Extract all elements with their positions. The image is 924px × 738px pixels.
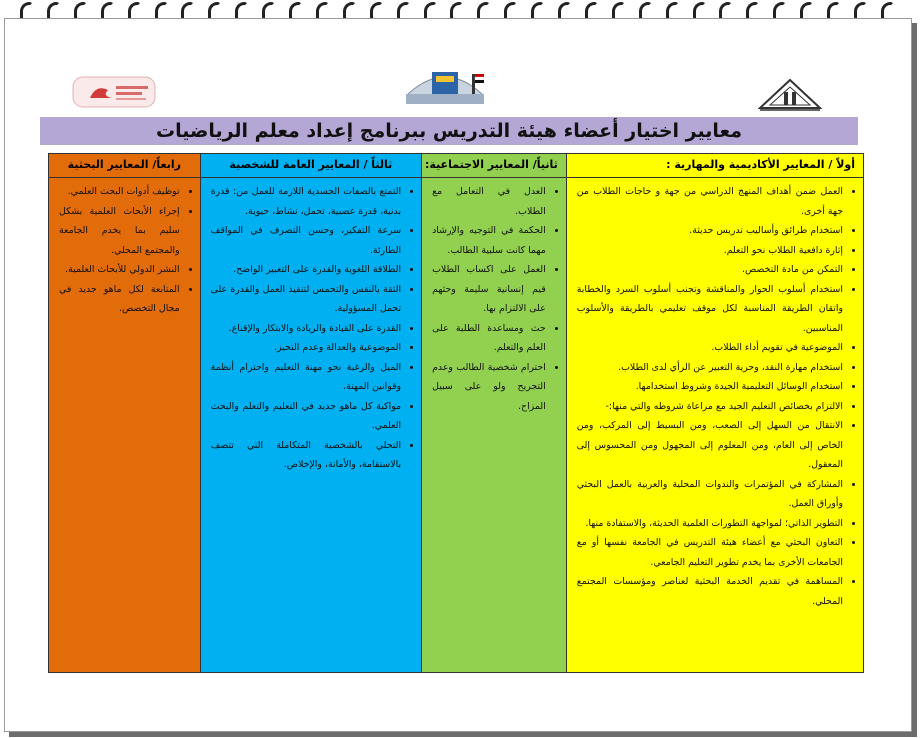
list-item: • إثارة دافعية الطلاب نحو التعلم.: [577, 241, 843, 261]
column-heading: ثانياً/ المعايير الاجتماعية:: [422, 154, 566, 178]
criteria-list: [567, 182, 863, 611]
list-item: • الموضوعية في تقويم أداء الطلاب.: [577, 338, 843, 358]
list-item: • النشر الدولي للأبحاث العلمية.: [59, 260, 180, 280]
list-item: • التطوير الذاتي؛ لمواجهة التطورات العلمية الحديثة، والاستفادة منها.: [577, 514, 843, 534]
column-heading: أولاً / المعايير الأكاديمية والمهارية :: [567, 154, 863, 178]
academic-criteria-column: [566, 154, 863, 672]
column-heading: رابعاً/ المعايير البحثية: [49, 154, 200, 178]
list-item: • التعاون البحثي مع أعضاء هيئة التدريس في الجامعة نفسها أو مع الجامعات الأخرى بما يخدم تطوير التعليم الجامعي.: [577, 533, 843, 572]
list-item: • استخدام طرائق وأساليب تدريس حديثة.: [577, 221, 843, 241]
list-item: • توظيف أدوات البحث العلمي.: [59, 182, 180, 202]
list-item: • القدرة على القيادة والريادة والابتكار والإقناع.: [211, 319, 401, 339]
list-item: • الميل والرغبة نحو مهنة التعليم واحترام أنظمة وقوانين المهنة.: [211, 358, 401, 397]
list-item: • الثقة بالنفس والتحمس لتنفيذ العمل والقدرة على تحمل المسؤولية.: [211, 280, 401, 319]
list-item: • مواكبة كل ماهو جديد في التعليم والتعلم والبحث العلمي.: [211, 397, 401, 436]
research-criteria-column: [49, 154, 200, 672]
list-item: • استخدام الوسائل التعليمية الجيدة وشروط استخدامها.: [577, 377, 843, 397]
list-item: • التمكن من مادة التخصص.: [577, 260, 843, 280]
list-item: • العمل ضمن أهداف المنهج الدراسي من جهة و حاجات الطلاب من جهة أخرى.: [577, 182, 843, 221]
list-item: • إجراء الأبحاث العلمية بشكل سليم بما يخدم الجامعة والمجتمع المحلي.: [59, 202, 180, 261]
list-item: • استخدام مهارة النقد، وحرية التعبير عن الرأي لدى الطلاب.: [577, 358, 843, 378]
list-item: • استخدام أسلوب الحوار والمناقشة وتجنب أسلوب السرد والخطابة واتقان الطريقة المناسبة لكل موقف تعليمي بالطريقة والأسلوب المناسبين.: [577, 280, 843, 339]
criteria-table: [48, 153, 864, 673]
criteria-list: [49, 182, 200, 319]
list-item: • المشاركة في المؤتمرات والندوات المحلية والعربية بالعمل البحثي وأوراق العمل.: [577, 475, 843, 514]
list-item: • حث ومساعدة الطلبة على العلم والتعلم.: [432, 319, 546, 358]
page-title: معايير اختيار أعضاء هيئة التدريس ببرنامج إعداد معلم الرياضيات: [40, 117, 858, 145]
social-criteria-column: [421, 154, 566, 672]
program-logo: [72, 76, 156, 108]
criteria-list: [422, 182, 566, 416]
list-item: • الالتزام بخصائص التعليم الجيد مع مراعاة شروطه والتي منها:-: [577, 397, 843, 417]
list-item: • سرعة التفكير، وحسن التصرف في المواقف الطارئة.: [211, 221, 401, 260]
list-item: • المتابعة لكل ماهو جديد في مجال التخصص.: [59, 280, 180, 319]
list-item: • المساهمة في تقديم الخدمة البحثية لعناصر ومؤسسات المجتمع المحلي.: [577, 572, 843, 611]
personal-criteria-column: [200, 154, 421, 672]
list-item: • العدل في التعامل مع الطلاب.: [432, 182, 546, 221]
list-item: • احترام شخصية الطالب وعدم التجريح ولو على سبيل المزاح.: [432, 358, 546, 417]
list-item: • العمل على اكساب الطلاب قيم إنسانية سليمة وحثهم على الالتزام بها.: [432, 260, 546, 319]
list-item: • الطلاقة اللغوية والقدرة على التعبير الواضح.: [211, 260, 401, 280]
university-logo: [758, 78, 822, 112]
list-item: • الانتقال من السهل إلى الصعب، ومن البسيط إلى المركب، ومن الخاص إلى العام، ومن المعلوم إلى المجهول ومن المحسوس إلى المعقول.: [577, 416, 843, 475]
faculty-logo: [402, 64, 488, 108]
list-item: • الحكمة في التوجيه والإرشاد مهما كانت سلبية الطالب.: [432, 221, 546, 260]
criteria-list: [201, 182, 421, 475]
list-item: • الموضوعية والعدالة وعدم التحيز.: [211, 338, 401, 358]
list-item: • التحلي بالشخصية المتكاملة التي تتصف بالاستقامة، والأمانة، والإخلاص.: [211, 436, 401, 475]
column-heading: ثالثاً / المعايير العامة للشخصية: [201, 154, 421, 178]
list-item: • التمتع بالصفات الجسدية اللازمة للعمل من: قدرة بدنية، قدرة عصبية، تحمل، نشاط، حيوية.: [211, 182, 401, 221]
